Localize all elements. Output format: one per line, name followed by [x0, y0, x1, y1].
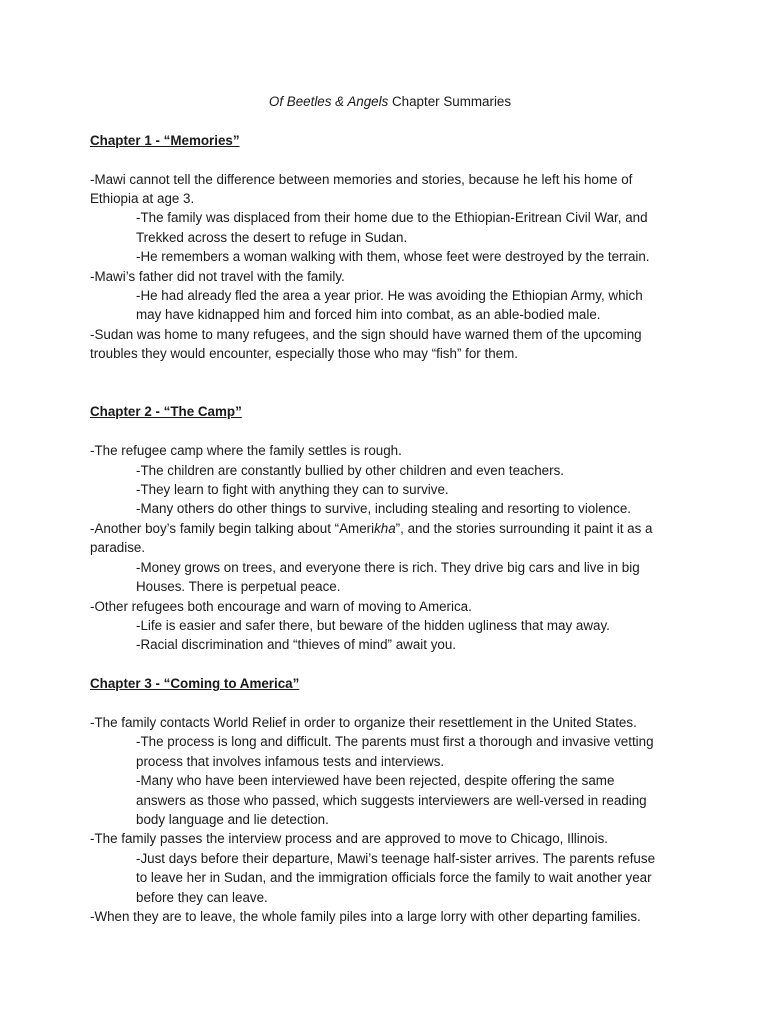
- ch2-line: -Many others do other things to survive, including stealing and resorting to violence.: [136, 501, 631, 517]
- ch3-line: -The process is long and difficult. The parents must first a thorough and invasive vetting: [136, 734, 654, 750]
- ch1-line: -Sudan was home to many refugees, and the sign should have warned them of the upcoming: [90, 326, 642, 342]
- ch1-line: Ethiopia at age 3.: [90, 191, 195, 206]
- ch1-line: -He had already fled the area a year prior. He was avoiding the Ethiopian Army, which: [136, 288, 643, 304]
- ch1-line: may have kidnapped him and forced him into combat, as an able-bodied male.: [136, 307, 601, 323]
- ch2-line: -Other refugees both encourage and warn of moving to America.: [90, 598, 472, 614]
- ch2-line: [90, 519, 690, 538]
- ch1-line: troubles they would encounter, especially those who may “fish” for them.: [90, 346, 518, 362]
- ch3-line: -The family contacts World Relief in order to organize their resettlement in the United States.: [90, 714, 637, 730]
- section-spacer: [90, 364, 690, 403]
- ch3-line: answers as those who passed, which suggests interviewers are well-versed in reading: [136, 792, 647, 808]
- ch2-line: -Money grows on trees, and everyone there is rich. They drive big cars and live in big: [136, 559, 640, 575]
- ch1-line: Trekked across the desert to refuge in Sudan.: [136, 229, 408, 245]
- ch3-line: -Many who have been interviewed have been rejected, despite offering the same: [136, 773, 615, 789]
- title-book-name: Of Beetles & Angels: [268, 94, 389, 109]
- ch3-line: -Just days before their departure, Mawi’s teenage half-sister arrives. The parents refuse: [136, 850, 656, 866]
- ch3-line: process that involves infamous tests and interviews.: [136, 753, 445, 769]
- ch2-line: -The refugee camp where the family settles is rough.: [90, 443, 402, 459]
- chapter-2-section: [90, 402, 690, 654]
- title-suffix: Chapter Summaries: [388, 94, 512, 109]
- ch2-line: -Racial discrimination and “thieves of mind” await you.: [136, 637, 457, 653]
- section-spacer: [90, 655, 690, 674]
- ch1-line: -Mawi’s father did not travel with the family.: [90, 268, 345, 284]
- ch3-line: to leave her in Sudan, and the immigration officials force the family to wait another year: [136, 870, 652, 886]
- ch1-line: -He remembers a woman walking with them, whose feet were destroyed by the terrain.: [136, 249, 650, 265]
- chapter-2-heading: Chapter 2 - “The Camp”: [90, 404, 242, 420]
- amerikha-suffix: ”, and the stories surrounding it paint it as a: [395, 520, 653, 536]
- chapter-1-section: [90, 131, 690, 364]
- ch3-line: before they can leave.: [136, 889, 268, 905]
- ch1-line: -Mawi cannot tell the difference between memories and stories, because he left his home of: [90, 171, 633, 187]
- amerikha-prefix: -Another boy’s family begin talking about “Ameri: [90, 520, 375, 536]
- chapter-3-heading: Chapter 3 - “Coming to America”: [90, 676, 300, 692]
- ch2-line: paradise.: [90, 540, 146, 556]
- chapter-3-section: [90, 674, 690, 926]
- document-title: [90, 92, 690, 111]
- ch2-line: -The children are constantly bullied by other children and even teachers.: [136, 462, 565, 478]
- chapter-1-heading: Chapter 1 - “Memories”: [90, 132, 240, 148]
- ch1-line: -The family was displaced from their home due to the Ethiopian-Eritrean Civil War, and: [136, 210, 648, 226]
- ch3-line: -The family passes the interview process and are approved to move to Chicago, Illinois.: [90, 831, 609, 847]
- ch2-line: Houses. There is perpetual peace.: [136, 579, 341, 595]
- amerikha-italic: kha: [374, 520, 396, 536]
- document-page: [90, 92, 690, 926]
- ch3-line: body language and lie detection.: [136, 811, 329, 827]
- ch2-line: -They learn to fight with anything they can to survive.: [136, 482, 449, 498]
- ch3-line: -When they are to leave, the whole family piles into a large lorry with other departing families.: [90, 908, 641, 924]
- ch2-line: -Life is easier and safer there, but beware of the hidden ugliness that may away.: [136, 617, 610, 633]
